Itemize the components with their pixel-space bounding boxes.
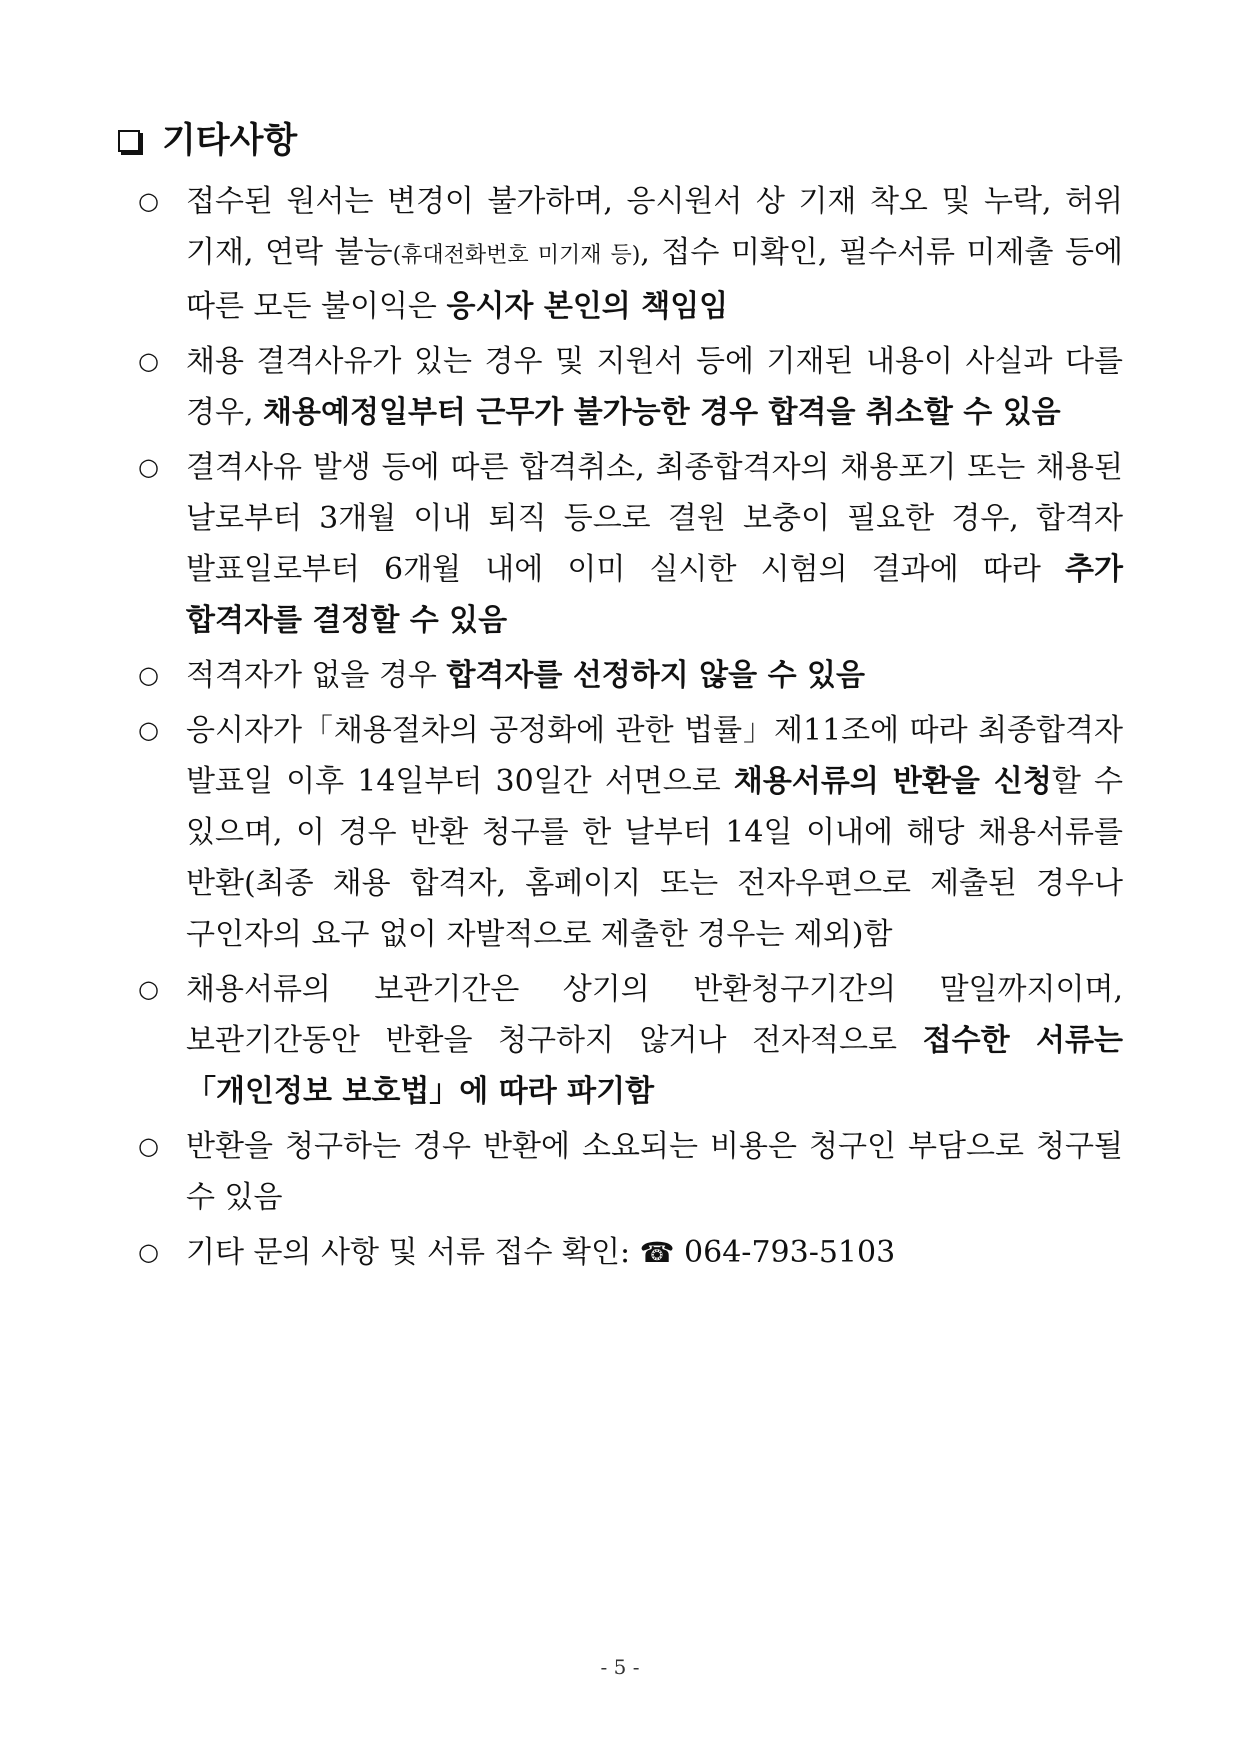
item-emphasis: 응시자 본인의 책임임 [446, 289, 729, 324]
section-title-text: 기타사항 [162, 121, 298, 161]
list-item [138, 1227, 1123, 1278]
item-text: 반환을 청구하는 경우 반환에 소요되는 비용은 청구인 부담으로 청구될 수 있음 [186, 1129, 1123, 1215]
item-text: 응시자가「채용절차의 공정화에 관한 법률」제11조에 따라 최종합격자 발표일 이후 14일부터 30일간 서면으로 [186, 713, 1123, 799]
item-emphasis: 접수한 서류는「개인정보 보호법」에 따라 파기함 [186, 1023, 1124, 1109]
section-title [118, 116, 297, 166]
circle-bullet-icon: ○ [138, 1238, 159, 1266]
checkbox-square-icon [118, 130, 140, 152]
item-note: (휴대전화번호 미기재 등) [392, 243, 641, 268]
item-text: 기타 문의 사항 및 서류 접수 확인: [186, 1235, 640, 1270]
circle-bullet-icon: ○ [138, 453, 159, 481]
item-text: 채용서류의 보관기간은 상기의 반환청구기간의 말일까지이며, 보관기간동안 반환을 청구하지 않거나 전자적으로 [186, 972, 1123, 1058]
item-text: 채용 결격사유가 있는 경우 및 지원서 등에 기재된 내용이 사실과 다를 경우, [186, 344, 1123, 430]
item-text: 결격사유 발생 등에 따른 합격취소, 최종합격자의 채용포기 또는 채용된 날로부터 3개월 이내 퇴직 등으로 결원 보충이 필요한 경우, 합격자 발표일로부터 6개월 내에 이미 실시한 시험의 결과에 따라 [186, 450, 1123, 587]
phone-number: 064-793-5103 [684, 1235, 896, 1270]
list-item [138, 1121, 1123, 1223]
circle-bullet-icon: ○ [138, 975, 159, 1003]
item-emphasis: 추가 합격자를 결정할 수 있음 [186, 552, 1123, 638]
circle-bullet-icon: ○ [138, 716, 159, 744]
item-text: 적격자가 없을 경우 [186, 658, 447, 693]
list-item [138, 442, 1123, 646]
list-item [138, 176, 1123, 332]
list-item [138, 650, 1123, 701]
list-item [138, 336, 1123, 438]
circle-bullet-icon: ○ [138, 661, 159, 689]
telephone-icon: ☎ [639, 1236, 675, 1269]
item-emphasis: 채용예정일부터 근무가 불가능한 경우 합격을 취소할 수 있음 [263, 395, 1061, 430]
page-number: - 5 - [600, 1655, 640, 1679]
list-item [138, 964, 1123, 1117]
list-item [138, 705, 1123, 960]
item-text: 접수된 원서는 변경이 불가하며, 응시원서 상 기재 착오 및 누락, 허위 기재, 연락 불능 [186, 184, 1123, 270]
item-emphasis: 합격자를 선정하지 않을 수 있음 [446, 658, 865, 693]
item-text: 할 수 있으며, 이 경우 반환 청구를 한 날부터 14일 이내에 해당 채용서류를 반환(최종 채용 합격자, 홈페이지 또는 전자우편으로 제출된 경우나 구인자의 요구 없이 자발적으로 제출한 경우는 제외)함 [186, 764, 1123, 952]
item-text: , 접수 미확인, 필수서류 미제출 등에 따른 모든 불이익은 [186, 235, 1123, 324]
item-emphasis: 채용서류의 반환을 신청 [733, 764, 1052, 799]
circle-bullet-icon: ○ [138, 187, 159, 215]
circle-bullet-icon: ○ [138, 347, 159, 375]
notice-list [138, 176, 1123, 1282]
circle-bullet-icon: ○ [138, 1132, 159, 1160]
